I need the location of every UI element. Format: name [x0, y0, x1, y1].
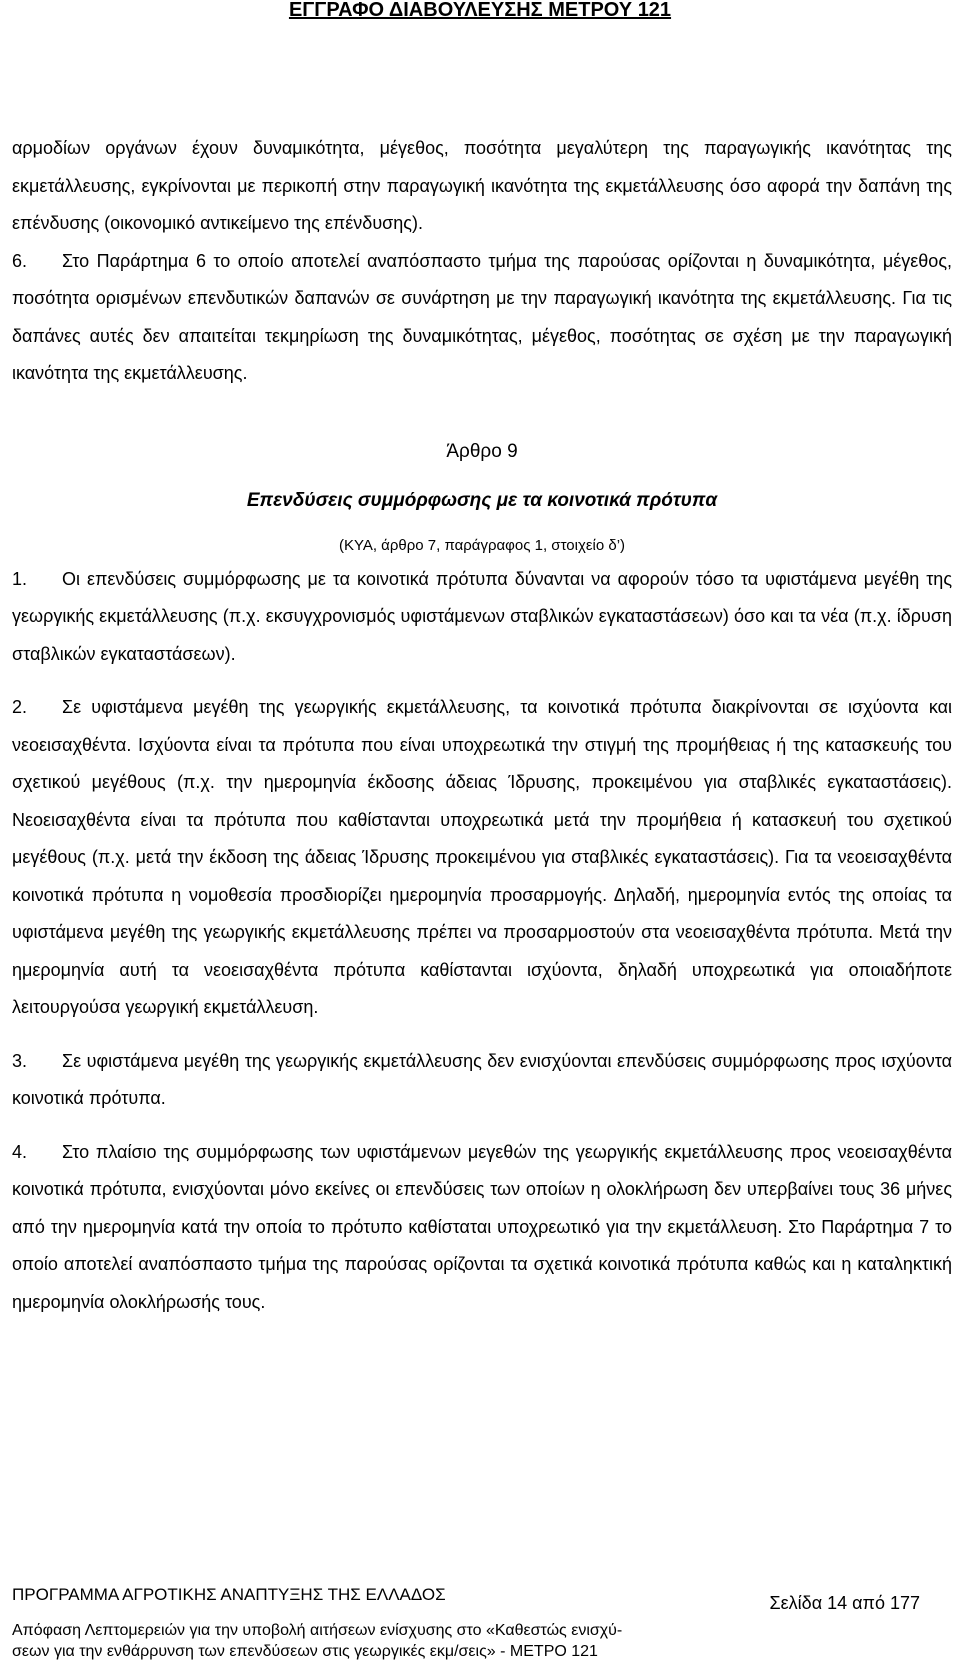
article-reference: (ΚΥΑ, άρθρο 7, παράγραφος 1, στοιχείο δ’)	[338, 536, 626, 554]
document-title: ΕΓΓΡΑΦΟ ΔΙΑΒΟΥΛΕΥΣΗΣ ΜΕΤΡΟΥ 121	[288, 0, 672, 21]
footer-decision-line: σεων για την ενθάρρυνση των επενδύσεων στις γεωργικές εκμ/σεις» - ΜΕΤΡΟ 121	[12, 1643, 598, 1660]
item-text: Στο πλαίσιο της συμμόρφωσης των υφιστάμενων μεγεθών της γεωργικής εκμετάλλευσης προς νεοεισαχθέντα κοινοτικά πρότυπα, ενισχύονται μόνο εκείνες οι επενδύσεις των οποίων η ολοκλήρωση δεν υπερβαίνει τους 36 μήνες από την ημερομηνία κατά την οποία το πρότυπο καθίσταται υποχρεωτικό για την εκμετάλλευση. Στο Παράρτημα 7 το οποίο αποτελεί αναπόσπαστο τμήμα της παρούσας ορίζονται τα σχετικά κοινοτικά πρότυπα καθώς και η καταληκτική ημερομηνία ολοκλήρωσής τους.	[12, 1141, 952, 1312]
paragraph-item-2	[12, 689, 952, 1027]
paragraph-item-6	[12, 243, 952, 393]
continuation-paragraph: αρμοδίων οργάνων έχουν δυναμικότητα, μέγεθος, ποσότητα μεγαλύτερη της παραγωγικής ικανότητας της εκμετάλλευσης, εγκρίνονται με περικοπή στην παραγωγική ικανότητα της εκμετάλλευσης όσο αφορά την δαπάνη της επένδυσης (οικονομικό αντικείμενο της επένδυσης).	[12, 138, 952, 233]
item-number: 2.	[12, 697, 28, 717]
item-number: 6.	[12, 250, 28, 271]
item-number: 1.	[12, 568, 28, 589]
page-header	[0, 0, 960, 20]
article-title: Άρθρο 9	[446, 440, 518, 462]
item-text: Στο Παράρτημα 6 το οποίο αποτελεί αναπόσπαστο τμήμα της παρούσας ορίζονται η δυναμικότητα, μέγεθος, ποσότητα ορισμένων επενδυτικών δαπανών σε συνάρτηση με την παραγωγική ικανότητα της εκμετάλλευσης. Για τις δαπάνες αυτές δεν απαιτείται τεκμηρίωση της δυναμικότητας, μέγεθος, ποσότητας σε σχέση με την παραγωγική ικανότητα της εκμετάλλευσης.	[12, 250, 952, 383]
article-subtitle: Επενδύσεις συμμόρφωσης με τα κοινοτικά πρότυπα	[246, 489, 718, 511]
paragraph-item-1	[12, 561, 952, 674]
page-number: Σελίδα 14 από 177	[769, 1593, 920, 1613]
paragraph-item-4	[12, 1134, 952, 1322]
item-text: Σε υφιστάμενα μεγέθη της γεωργικής εκμετάλλευσης, τα κοινοτικά πρότυπα διακρίνονται σε ισχύοντα και νεοεισαχθέντα. Ισχύοντα είναι τα πρότυπα που είναι υποχρεωτικά την στιγμή της προμήθειας ή της κατασκευής του σχετικού μεγέθους (π.χ. την ημερομηνία έκδοσης άδειας Ίδρυσης, προκειμένου για σταβλικές εγκαταστάσεις). Νεοεισαχθέντα είναι τα πρότυπα που καθίστανται υποχρεωτικά μετά την προμήθεια ή κατασκευή του σχετικού μεγέθους (π.χ. μετά την έκδοση της άδειας Ίδρυσης προκειμένου για σταβλικές εγκαταστάσεις). Για τα νεοεισαχθέντα κοινοτικά πρότυπα η νομοθεσία προσδιορίζει ημερομηνία προσαρμογής. Δηλαδή, ημερομηνία εντός της οποίας τα υφιστάμενα μεγέθη της γεωργικής εκμετάλλευσης πρέπει να προσαρμοστούν στα νεοεισαχθέντα πρότυπα. Μετά την ημερομηνία αυτή τα νεοεισαχθέντα πρότυπα καθίστανται ισχύοντα, δηλαδή υποχρεωτικά για οποιαδήποτε λειτουργούσα γεωργική εκμετάλλευση.	[12, 697, 952, 1017]
page-footer	[12, 1584, 952, 1662]
item-number: 3.	[12, 1050, 28, 1071]
item-text: Οι επενδύσεις συμμόρφωσης με τα κοινοτικά πρότυπα δύνανται να αφορούν τόσο τα υφιστάμενα μεγέθη της γεωργικής εκμετάλλευσης (π.χ. εκσυγχρονισμός υφιστάμενων σταβλικών εγκαταστάσεων) όσο και τα νέα (π.χ. ίδρυση σταβλικών εγκαταστάσεων).	[12, 568, 952, 664]
document-body	[12, 130, 952, 1321]
footer-decision-text	[12, 1620, 952, 1662]
item-text: Σε υφιστάμενα μεγέθη της γεωργικής εκμετάλλευσης δεν ενισχύονται επενδύσεις συμμόρφωσης προς ισχύοντα κοινοτικά πρότυπα.	[12, 1050, 952, 1108]
paragraph-item-3	[12, 1043, 952, 1118]
footer-decision-line: Απόφαση Λεπτομερειών για την υποβολή αιτήσεων ενίσχυσης στο «Καθεστώς ενισχύ-	[12, 1622, 623, 1639]
footer-program-name: ΠΡΟΓΡΑΜΜΑ ΑΓΡΟΤΙΚΗΣ ΑΝΑΠΤΥΞΗΣ ΤΗΣ ΕΛΛΑΔΟΣ	[12, 1585, 446, 1604]
item-number: 4.	[12, 1141, 28, 1162]
